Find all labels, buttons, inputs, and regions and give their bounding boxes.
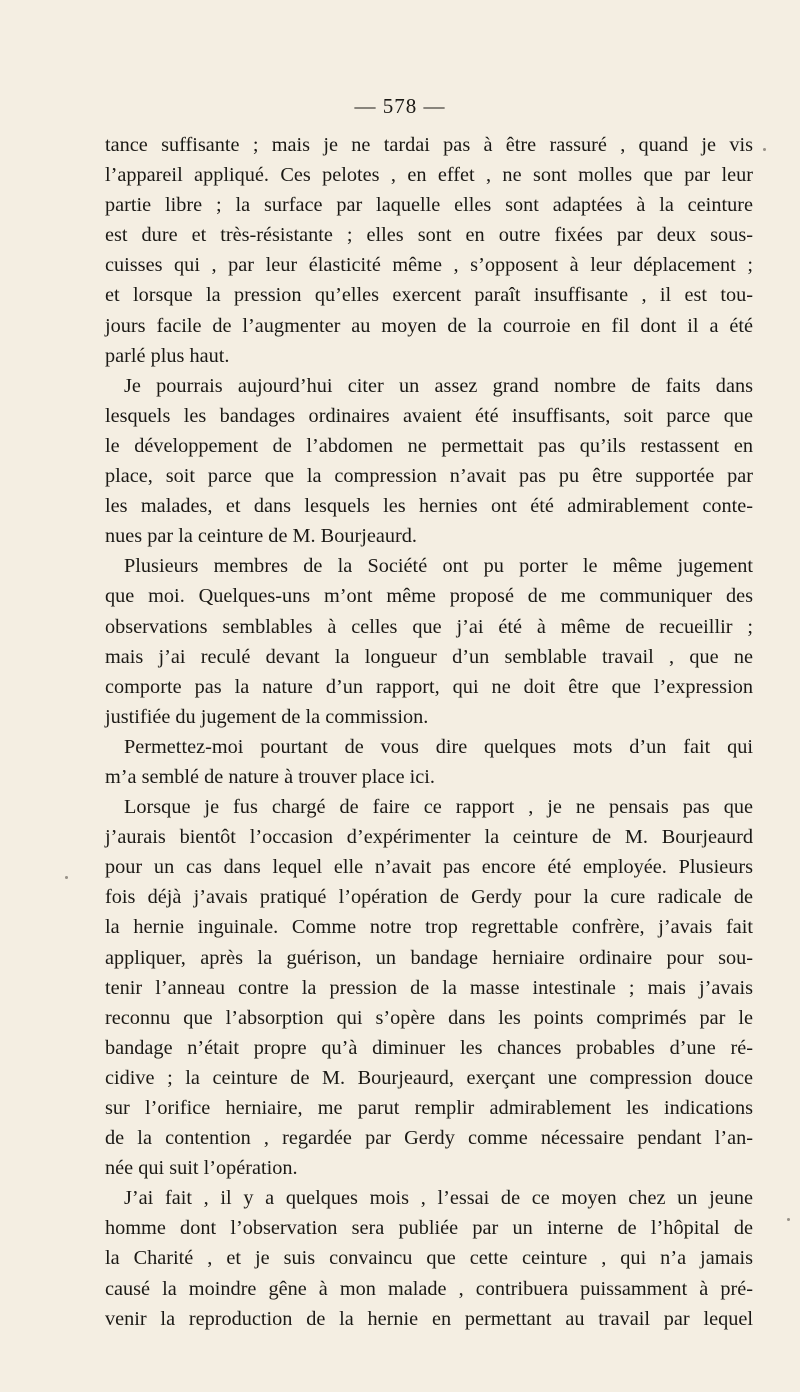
text-line: la Charité , et je suis convaincu que cette ceinture , qui n’a jamais	[105, 1247, 753, 1270]
text-line: tenir l’anneau contre la pression de la masse intestinale ; mais j’avais	[105, 976, 753, 999]
text-line: m’a semblé de nature à trouver place ici.	[105, 765, 435, 788]
text-line: est dure et très-résistante ; elles sont en outre fixées par deux sous-	[105, 224, 753, 247]
paragraph-6	[105, 1183, 753, 1333]
text-line: parlé plus haut.	[105, 344, 230, 367]
text-line: les malades, et dans lesquels les hernies ont été admirablement conte-	[105, 495, 753, 518]
text-line: causé la moindre gêne à mon malade , contribuera puissamment à pré-	[105, 1277, 753, 1300]
text-line: nues par la ceinture de M. Bourjeaurd.	[105, 525, 417, 548]
text-line: comporte pas la nature d’un rapport, qui ne doit être que l’expression	[105, 675, 753, 698]
paragraph-2	[105, 371, 753, 552]
text-line: jours facile de l’augmenter au moyen de la courroie en fil dont il a été	[105, 314, 753, 337]
text-line: pour un cas dans lequel elle n’avait pas encore été employée. Plusieurs	[105, 856, 753, 879]
paragraph-5	[105, 792, 753, 1183]
paragraph-3	[105, 551, 753, 732]
text-line: appliquer, après la guérison, un bandage herniaire ordinaire pour sou-	[105, 946, 753, 969]
text-line: Permettez-moi pourtant de vous dire quelques mots d’un fait qui	[124, 735, 753, 758]
text-line: Plusieurs membres de la Société ont pu porter le même jugement	[124, 555, 753, 578]
text-line: Je pourrais aujourd’hui citer un assez grand nombre de faits dans	[124, 374, 753, 397]
text-line: cuisses qui , par leur élasticité même , s’opposent à leur déplacement ;	[105, 254, 753, 277]
text-line: justifiée du jugement de la commission.	[105, 705, 429, 728]
text-line: la hernie inguinale. Comme notre trop regrettable confrère, j’avais fait	[105, 916, 753, 939]
text-line: bandage n’était propre qu’à diminuer les chances probables d’une ré-	[105, 1036, 753, 1059]
text-line: l’appareil appliqué. Ces pelotes , en effet , ne sont molles que par leur	[105, 164, 753, 187]
body-text	[105, 130, 753, 1334]
paper-speck	[787, 1218, 790, 1221]
text-line: reconnu que l’absorption qui s’opère dans les points comprimés par le	[105, 1006, 753, 1029]
text-line: place, soit parce que la compression n’avait pas pu être supportée par	[105, 465, 753, 488]
text-line: observations semblables à celles que j’ai été à même de recueillir ;	[105, 615, 753, 638]
text-line: lesquels les bandages ordinaires avaient été insuffisants, soit parce que	[105, 404, 753, 427]
paper-speck	[763, 148, 766, 151]
page-number: — 578 —	[354, 94, 446, 118]
text-line: venir la reproduction de la hernie en permettant au travail par lequel	[105, 1307, 753, 1330]
text-line: le développement de l’abdomen ne permettait pas qu’ils restassent en	[105, 434, 753, 457]
text-line: née qui suit l’opération.	[105, 1157, 298, 1180]
text-line: de la contention , regardée par Gerdy comme nécessaire pendant l’an-	[105, 1127, 753, 1150]
text-line: tance suffisante ; mais je ne tardai pas à être rassuré , quand je vis	[105, 134, 753, 156]
paragraph-1	[105, 130, 753, 371]
text-line: J’ai fait , il y a quelques mois , l’essai de ce moyen chez un jeune	[124, 1187, 753, 1210]
paragraph-4	[105, 732, 753, 792]
paper-speck	[65, 876, 68, 879]
text-line: que moi. Quelques-uns m’ont même proposé de me communiquer des	[105, 585, 753, 608]
text-line: j’aurais bientôt l’occasion d’expérimenter la ceinture de M. Bourjeaurd	[105, 826, 753, 849]
text-line: cidive ; la ceinture de M. Bourjeaurd, exerçant une compression douce	[105, 1066, 753, 1089]
text-line: mais j’ai reculé devant la longueur d’un semblable travail , que ne	[105, 645, 753, 668]
text-line: fois déjà j’avais pratiqué l’opération de Gerdy pour la cure radicale de	[105, 886, 753, 909]
text-line: Lorsque je fus chargé de faire ce rapport , je ne pensais pas que	[124, 796, 753, 819]
text-line: et lorsque la pression qu’elles exercent paraît insuffisante , il est tou-	[105, 284, 753, 307]
text-line: partie libre ; la surface par laquelle elles sont adaptées à la ceinture	[105, 194, 753, 217]
text-line: sur l’orifice herniaire, me parut remplir admirablement les indications	[105, 1097, 753, 1119]
text-line: homme dont l’observation sera publiée par un interne de l’hôpital de	[105, 1217, 753, 1240]
